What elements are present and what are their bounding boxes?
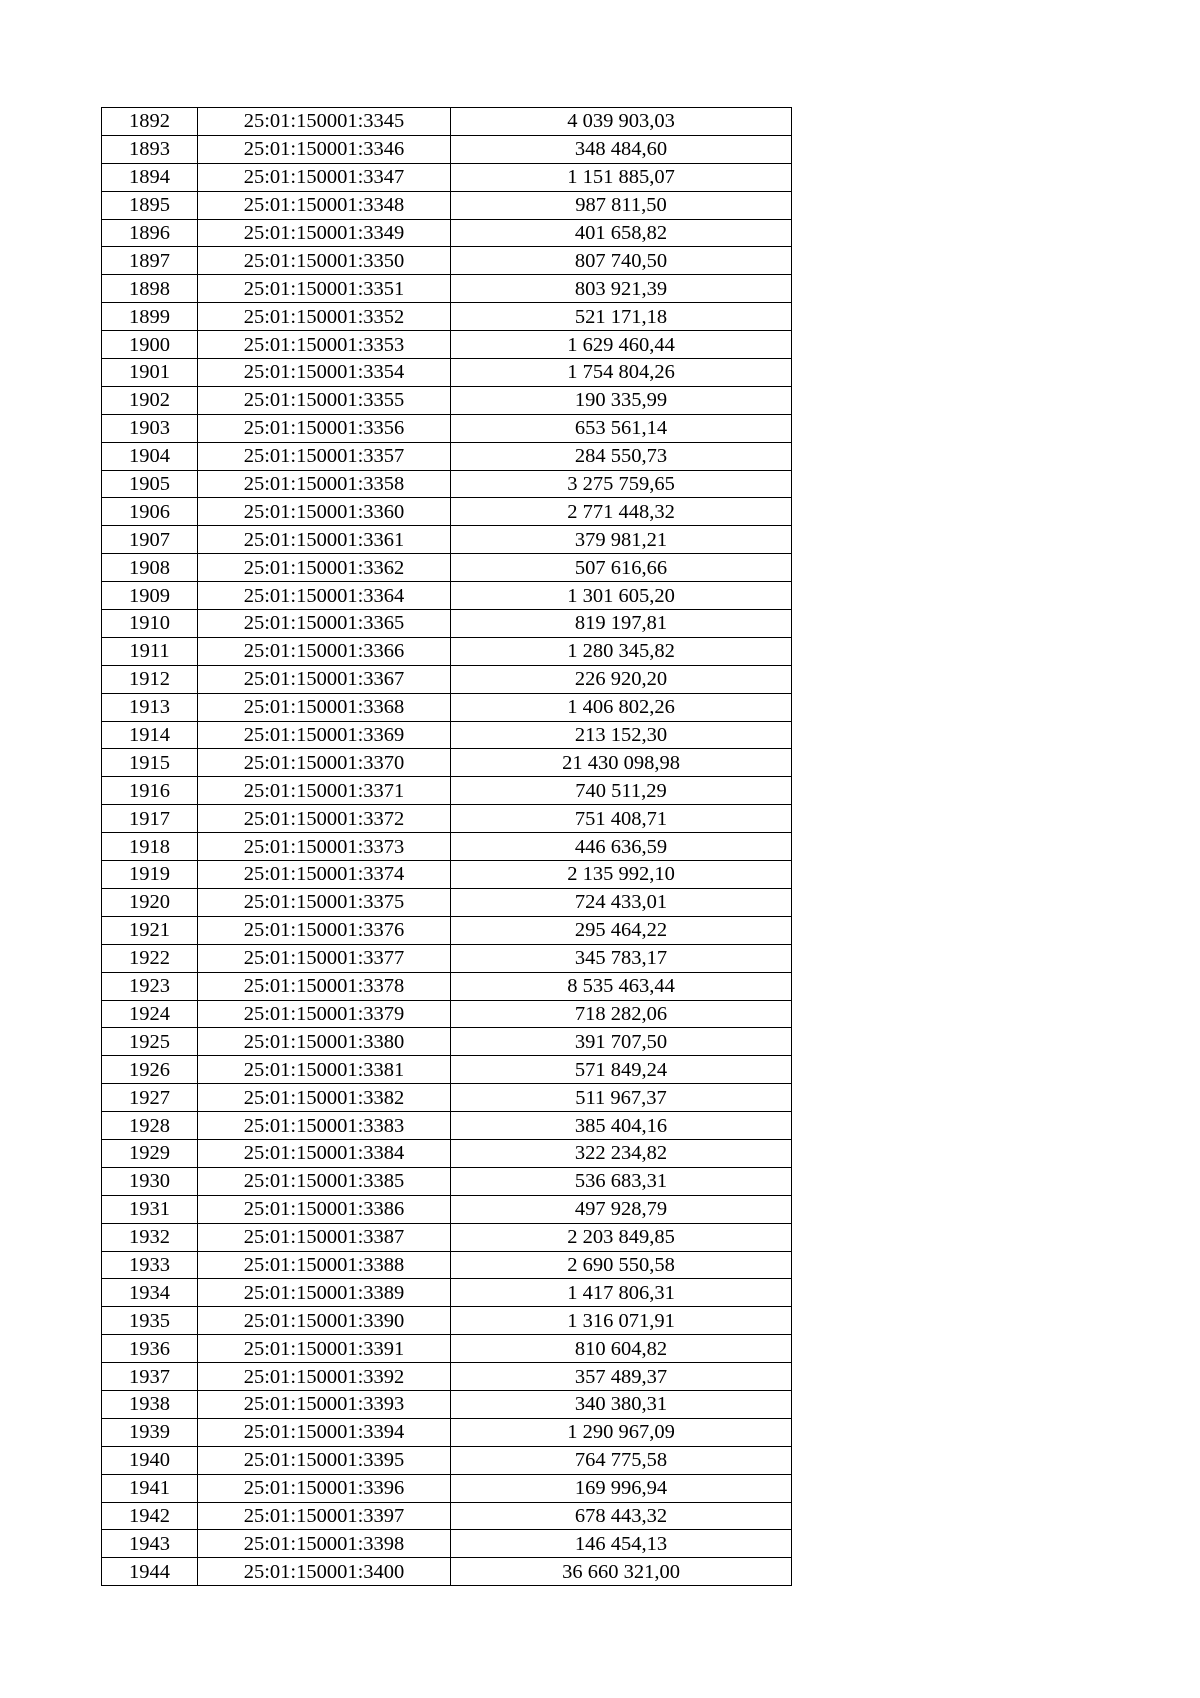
cadastral-number-cell: 25:01:150001:3365 bbox=[198, 610, 451, 638]
table-row bbox=[102, 1390, 792, 1418]
value-cell: 340 380,31 bbox=[451, 1390, 792, 1418]
row-number-cell: 1896 bbox=[102, 219, 198, 247]
cadastral-number-cell: 25:01:150001:3369 bbox=[198, 721, 451, 749]
value-cell: 169 996,94 bbox=[451, 1474, 792, 1502]
cadastral-number-cell: 25:01:150001:3371 bbox=[198, 777, 451, 805]
row-number-cell: 1899 bbox=[102, 303, 198, 331]
cadastral-number-cell: 25:01:150001:3382 bbox=[198, 1084, 451, 1112]
row-number-cell: 1916 bbox=[102, 777, 198, 805]
table-row bbox=[102, 1167, 792, 1195]
cadastral-number-cell: 25:01:150001:3376 bbox=[198, 916, 451, 944]
row-number-cell: 1936 bbox=[102, 1335, 198, 1363]
value-cell: 2 135 992,10 bbox=[451, 861, 792, 889]
table-row bbox=[102, 163, 792, 191]
cadastral-number-cell: 25:01:150001:3379 bbox=[198, 1000, 451, 1028]
value-cell: 740 511,29 bbox=[451, 777, 792, 805]
row-number-cell: 1932 bbox=[102, 1223, 198, 1251]
row-number-cell: 1934 bbox=[102, 1279, 198, 1307]
table-row bbox=[102, 219, 792, 247]
table-row bbox=[102, 916, 792, 944]
table-row bbox=[102, 554, 792, 582]
table-row bbox=[102, 359, 792, 387]
row-number-cell: 1925 bbox=[102, 1028, 198, 1056]
table-row bbox=[102, 442, 792, 470]
table-row bbox=[102, 386, 792, 414]
cadastral-number-cell: 25:01:150001:3384 bbox=[198, 1139, 451, 1167]
table-row bbox=[102, 1474, 792, 1502]
value-cell: 507 616,66 bbox=[451, 554, 792, 582]
value-cell: 2 771 448,32 bbox=[451, 498, 792, 526]
cadastral-number-cell: 25:01:150001:3345 bbox=[198, 108, 451, 136]
value-cell: 379 981,21 bbox=[451, 526, 792, 554]
value-cell: 322 234,82 bbox=[451, 1139, 792, 1167]
cadastral-number-cell: 25:01:150001:3357 bbox=[198, 442, 451, 470]
row-number-cell: 1941 bbox=[102, 1474, 198, 1502]
row-number-cell: 1912 bbox=[102, 665, 198, 693]
row-number-cell: 1942 bbox=[102, 1502, 198, 1530]
value-cell: 36 660 321,00 bbox=[451, 1558, 792, 1586]
value-cell: 357 489,37 bbox=[451, 1363, 792, 1391]
value-cell: 678 443,32 bbox=[451, 1502, 792, 1530]
row-number-cell: 1895 bbox=[102, 191, 198, 219]
row-number-cell: 1910 bbox=[102, 610, 198, 638]
value-cell: 401 658,82 bbox=[451, 219, 792, 247]
value-cell: 1 316 071,91 bbox=[451, 1307, 792, 1335]
row-number-cell: 1892 bbox=[102, 108, 198, 136]
value-cell: 718 282,06 bbox=[451, 1000, 792, 1028]
cadastral-number-cell: 25:01:150001:3388 bbox=[198, 1251, 451, 1279]
row-number-cell: 1902 bbox=[102, 386, 198, 414]
cadastral-number-cell: 25:01:150001:3360 bbox=[198, 498, 451, 526]
table-row bbox=[102, 1195, 792, 1223]
value-cell: 345 783,17 bbox=[451, 944, 792, 972]
row-number-cell: 1914 bbox=[102, 721, 198, 749]
row-number-cell: 1904 bbox=[102, 442, 198, 470]
value-cell: 810 604,82 bbox=[451, 1335, 792, 1363]
value-cell: 536 683,31 bbox=[451, 1167, 792, 1195]
value-cell: 1 280 345,82 bbox=[451, 637, 792, 665]
table-row bbox=[102, 693, 792, 721]
row-number-cell: 1940 bbox=[102, 1446, 198, 1474]
row-number-cell: 1939 bbox=[102, 1418, 198, 1446]
table-row bbox=[102, 1558, 792, 1586]
row-number-cell: 1919 bbox=[102, 861, 198, 889]
table-row bbox=[102, 135, 792, 163]
cadastral-number-cell: 25:01:150001:3394 bbox=[198, 1418, 451, 1446]
value-cell: 226 920,20 bbox=[451, 665, 792, 693]
cadastral-number-cell: 25:01:150001:3387 bbox=[198, 1223, 451, 1251]
value-cell: 803 921,39 bbox=[451, 275, 792, 303]
value-cell: 571 849,24 bbox=[451, 1056, 792, 1084]
value-cell: 1 301 605,20 bbox=[451, 582, 792, 610]
row-number-cell: 1937 bbox=[102, 1363, 198, 1391]
table-row bbox=[102, 1112, 792, 1140]
table-row bbox=[102, 665, 792, 693]
row-number-cell: 1906 bbox=[102, 498, 198, 526]
value-cell: 146 454,13 bbox=[451, 1530, 792, 1558]
value-cell: 511 967,37 bbox=[451, 1084, 792, 1112]
value-cell: 819 197,81 bbox=[451, 610, 792, 638]
table-row bbox=[102, 833, 792, 861]
cadastral-number-cell: 25:01:150001:3378 bbox=[198, 972, 451, 1000]
cadastral-number-cell: 25:01:150001:3380 bbox=[198, 1028, 451, 1056]
row-number-cell: 1930 bbox=[102, 1167, 198, 1195]
table-row bbox=[102, 414, 792, 442]
row-number-cell: 1909 bbox=[102, 582, 198, 610]
row-number-cell: 1924 bbox=[102, 1000, 198, 1028]
cadastral-number-cell: 25:01:150001:3354 bbox=[198, 359, 451, 387]
cadastral-number-cell: 25:01:150001:3389 bbox=[198, 1279, 451, 1307]
cadastral-number-cell: 25:01:150001:3355 bbox=[198, 386, 451, 414]
table-row bbox=[102, 526, 792, 554]
row-number-cell: 1926 bbox=[102, 1056, 198, 1084]
row-number-cell: 1938 bbox=[102, 1390, 198, 1418]
row-number-cell: 1908 bbox=[102, 554, 198, 582]
row-number-cell: 1917 bbox=[102, 805, 198, 833]
value-cell: 391 707,50 bbox=[451, 1028, 792, 1056]
table-row bbox=[102, 108, 792, 136]
value-cell: 2 203 849,85 bbox=[451, 1223, 792, 1251]
table-row bbox=[102, 470, 792, 498]
value-cell: 446 636,59 bbox=[451, 833, 792, 861]
cadastral-number-cell: 25:01:150001:3374 bbox=[198, 861, 451, 889]
table-row bbox=[102, 1000, 792, 1028]
table-row bbox=[102, 1139, 792, 1167]
table-row bbox=[102, 1307, 792, 1335]
cadastral-number-cell: 25:01:150001:3364 bbox=[198, 582, 451, 610]
cadastral-number-cell: 25:01:150001:3352 bbox=[198, 303, 451, 331]
cadastral-number-cell: 25:01:150001:3386 bbox=[198, 1195, 451, 1223]
table-row bbox=[102, 1251, 792, 1279]
row-number-cell: 1921 bbox=[102, 916, 198, 944]
row-number-cell: 1905 bbox=[102, 470, 198, 498]
row-number-cell: 1923 bbox=[102, 972, 198, 1000]
value-cell: 2 690 550,58 bbox=[451, 1251, 792, 1279]
row-number-cell: 1920 bbox=[102, 888, 198, 916]
cadastral-number-cell: 25:01:150001:3351 bbox=[198, 275, 451, 303]
cadastral-number-cell: 25:01:150001:3367 bbox=[198, 665, 451, 693]
cadastral-number-cell: 25:01:150001:3358 bbox=[198, 470, 451, 498]
cadastral-number-cell: 25:01:150001:3375 bbox=[198, 888, 451, 916]
table-row bbox=[102, 331, 792, 359]
value-cell: 4 039 903,03 bbox=[451, 108, 792, 136]
row-number-cell: 1893 bbox=[102, 135, 198, 163]
cadastral-value-table bbox=[101, 107, 792, 1586]
table-row bbox=[102, 944, 792, 972]
value-cell: 3 275 759,65 bbox=[451, 470, 792, 498]
row-number-cell: 1935 bbox=[102, 1307, 198, 1335]
cadastral-number-cell: 25:01:150001:3391 bbox=[198, 1335, 451, 1363]
table-row bbox=[102, 275, 792, 303]
row-number-cell: 1927 bbox=[102, 1084, 198, 1112]
cadastral-number-cell: 25:01:150001:3377 bbox=[198, 944, 451, 972]
table-row bbox=[102, 1502, 792, 1530]
cadastral-number-cell: 25:01:150001:3346 bbox=[198, 135, 451, 163]
table-row bbox=[102, 1418, 792, 1446]
cadastral-number-cell: 25:01:150001:3385 bbox=[198, 1167, 451, 1195]
value-cell: 987 811,50 bbox=[451, 191, 792, 219]
row-number-cell: 1897 bbox=[102, 247, 198, 275]
row-number-cell: 1943 bbox=[102, 1530, 198, 1558]
table-row bbox=[102, 498, 792, 526]
table-row bbox=[102, 1335, 792, 1363]
row-number-cell: 1901 bbox=[102, 359, 198, 387]
table-row bbox=[102, 610, 792, 638]
cadastral-number-cell: 25:01:150001:3353 bbox=[198, 331, 451, 359]
table-row bbox=[102, 777, 792, 805]
table-row bbox=[102, 861, 792, 889]
table-row bbox=[102, 805, 792, 833]
cadastral-number-cell: 25:01:150001:3392 bbox=[198, 1363, 451, 1391]
cadastral-number-cell: 25:01:150001:3356 bbox=[198, 414, 451, 442]
cadastral-number-cell: 25:01:150001:3347 bbox=[198, 163, 451, 191]
value-cell: 190 335,99 bbox=[451, 386, 792, 414]
row-number-cell: 1913 bbox=[102, 693, 198, 721]
row-number-cell: 1894 bbox=[102, 163, 198, 191]
row-number-cell: 1915 bbox=[102, 749, 198, 777]
cadastral-number-cell: 25:01:150001:3348 bbox=[198, 191, 451, 219]
value-cell: 284 550,73 bbox=[451, 442, 792, 470]
row-number-cell: 1903 bbox=[102, 414, 198, 442]
cadastral-number-cell: 25:01:150001:3383 bbox=[198, 1112, 451, 1140]
value-cell: 1 290 967,09 bbox=[451, 1418, 792, 1446]
row-number-cell: 1918 bbox=[102, 833, 198, 861]
value-cell: 385 404,16 bbox=[451, 1112, 792, 1140]
cadastral-number-cell: 25:01:150001:3373 bbox=[198, 833, 451, 861]
value-cell: 348 484,60 bbox=[451, 135, 792, 163]
table-row bbox=[102, 1084, 792, 1112]
cadastral-number-cell: 25:01:150001:3393 bbox=[198, 1390, 451, 1418]
row-number-cell: 1931 bbox=[102, 1195, 198, 1223]
table-row bbox=[102, 721, 792, 749]
cadastral-number-cell: 25:01:150001:3398 bbox=[198, 1530, 451, 1558]
row-number-cell: 1900 bbox=[102, 331, 198, 359]
table-row bbox=[102, 1028, 792, 1056]
cadastral-number-cell: 25:01:150001:3361 bbox=[198, 526, 451, 554]
cadastral-number-cell: 25:01:150001:3397 bbox=[198, 1502, 451, 1530]
cadastral-number-cell: 25:01:150001:3368 bbox=[198, 693, 451, 721]
value-cell: 213 152,30 bbox=[451, 721, 792, 749]
value-cell: 8 535 463,44 bbox=[451, 972, 792, 1000]
row-number-cell: 1944 bbox=[102, 1558, 198, 1586]
row-number-cell: 1922 bbox=[102, 944, 198, 972]
table-row bbox=[102, 749, 792, 777]
cadastral-number-cell: 25:01:150001:3396 bbox=[198, 1474, 451, 1502]
cadastral-number-cell: 25:01:150001:3366 bbox=[198, 637, 451, 665]
table-row bbox=[102, 1279, 792, 1307]
table-row bbox=[102, 303, 792, 331]
table-row bbox=[102, 1223, 792, 1251]
table-row bbox=[102, 1056, 792, 1084]
value-cell: 751 408,71 bbox=[451, 805, 792, 833]
value-cell: 1 406 802,26 bbox=[451, 693, 792, 721]
value-cell: 724 433,01 bbox=[451, 888, 792, 916]
table-row bbox=[102, 582, 792, 610]
cadastral-number-cell: 25:01:150001:3395 bbox=[198, 1446, 451, 1474]
row-number-cell: 1933 bbox=[102, 1251, 198, 1279]
value-cell: 497 928,79 bbox=[451, 1195, 792, 1223]
row-number-cell: 1907 bbox=[102, 526, 198, 554]
row-number-cell: 1929 bbox=[102, 1139, 198, 1167]
table-row bbox=[102, 1363, 792, 1391]
value-cell: 764 775,58 bbox=[451, 1446, 792, 1474]
table-row bbox=[102, 1530, 792, 1558]
row-number-cell: 1911 bbox=[102, 637, 198, 665]
cadastral-number-cell: 25:01:150001:3390 bbox=[198, 1307, 451, 1335]
table-row bbox=[102, 1446, 792, 1474]
value-cell: 21 430 098,98 bbox=[451, 749, 792, 777]
value-cell: 1 754 804,26 bbox=[451, 359, 792, 387]
value-cell: 1 151 885,07 bbox=[451, 163, 792, 191]
value-cell: 521 171,18 bbox=[451, 303, 792, 331]
table-row bbox=[102, 972, 792, 1000]
cadastral-number-cell: 25:01:150001:3362 bbox=[198, 554, 451, 582]
cadastral-number-cell: 25:01:150001:3370 bbox=[198, 749, 451, 777]
value-cell: 295 464,22 bbox=[451, 916, 792, 944]
table-row bbox=[102, 247, 792, 275]
table-row bbox=[102, 888, 792, 916]
value-cell: 807 740,50 bbox=[451, 247, 792, 275]
row-number-cell: 1928 bbox=[102, 1112, 198, 1140]
cadastral-number-cell: 25:01:150001:3349 bbox=[198, 219, 451, 247]
cadastral-number-cell: 25:01:150001:3400 bbox=[198, 1558, 451, 1586]
table-row bbox=[102, 191, 792, 219]
value-cell: 653 561,14 bbox=[451, 414, 792, 442]
cadastral-number-cell: 25:01:150001:3381 bbox=[198, 1056, 451, 1084]
value-cell: 1 417 806,31 bbox=[451, 1279, 792, 1307]
cadastral-number-cell: 25:01:150001:3350 bbox=[198, 247, 451, 275]
row-number-cell: 1898 bbox=[102, 275, 198, 303]
cadastral-number-cell: 25:01:150001:3372 bbox=[198, 805, 451, 833]
table-row bbox=[102, 637, 792, 665]
value-cell: 1 629 460,44 bbox=[451, 331, 792, 359]
table-body bbox=[102, 108, 792, 1586]
